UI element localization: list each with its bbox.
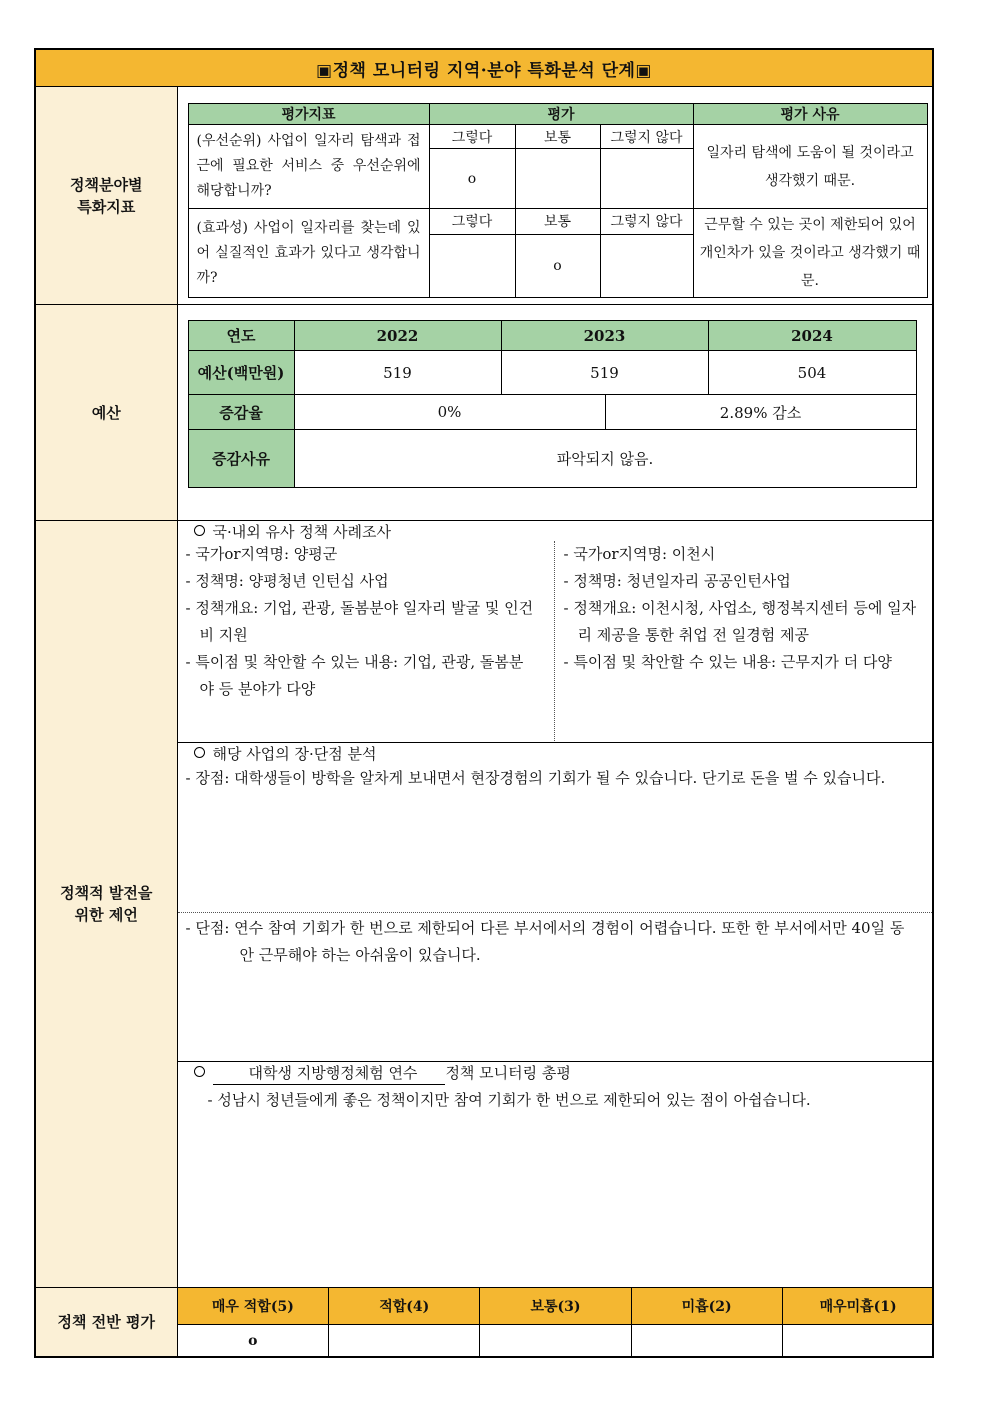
section-label-indicator xyxy=(35,87,177,305)
rating-option: 미흡(2) xyxy=(631,1288,782,1325)
list-item: - 정책개요: 이천시청, 사업소, 행정복지센터 등에 일자리 제공을 통한 취업 전 일경험 제공 xyxy=(563,599,917,644)
eval-mark-cell[interactable] xyxy=(515,149,600,209)
summary-policy-name: 대학생 지방행정체험 연수 xyxy=(213,1062,446,1085)
form-table xyxy=(34,48,934,1358)
circle-bullet-icon xyxy=(194,747,205,758)
rating-option: 매우 적합(5) xyxy=(178,1288,329,1325)
indicator-section xyxy=(177,87,933,305)
case-study-block xyxy=(178,521,933,743)
budget-reason-label: 증감사유 xyxy=(188,430,294,488)
eval-option-yes: 그렇다 xyxy=(429,125,515,149)
rating-option: 매우미흡(1) xyxy=(782,1288,933,1325)
list-item: - 국가or지역명: 이천시 xyxy=(563,545,716,563)
eval-mark-cell[interactable] xyxy=(600,149,693,209)
list-item: - 국가or지역명: 양평군 xyxy=(185,545,338,563)
analysis-block xyxy=(178,743,933,1062)
rating-option: 적합(4) xyxy=(329,1288,480,1325)
rating-mark-cell[interactable] xyxy=(480,1325,631,1357)
circle-bullet-icon xyxy=(194,1066,205,1077)
eval-header-reason: 평가 사유 xyxy=(693,104,927,125)
budget-amount: 504 xyxy=(708,351,916,395)
list-item: - 정책명: 양평청년 인턴십 사업 xyxy=(185,572,389,590)
rating-mark-cell[interactable]: o xyxy=(178,1325,329,1357)
indicator-label: 정책분야별 특화지표 xyxy=(70,175,143,216)
budget-rate: 2.89% 감소 xyxy=(605,395,916,430)
eval-header-indicator: 평가지표 xyxy=(188,104,429,125)
evaluation-table xyxy=(188,103,928,298)
proposal-section xyxy=(177,521,933,1288)
section-label-proposal xyxy=(35,521,177,1288)
eval-mark-cell[interactable]: o xyxy=(515,234,600,297)
list-item: - 특이점 및 착안할 수 있는 내용: 기업, 관광, 돌봄분야 등 분야가 다양 xyxy=(185,653,524,698)
analysis-heading: 해당 사업의 장·단점 분석 xyxy=(178,743,933,765)
eval-reason-2: 근무할 수 있는 곳이 제한되어 있어 개인차가 있을 것이라고 생각했기 때문. xyxy=(693,209,927,298)
eval-option-no: 그렇지 않다 xyxy=(600,209,693,235)
budget-year: 2022 xyxy=(294,321,501,351)
case-list-left xyxy=(178,541,538,703)
overall-section xyxy=(177,1288,933,1358)
rating-mark-cell[interactable] xyxy=(329,1325,480,1357)
eval-option-neutral: 보통 xyxy=(515,125,600,149)
eval-mark-cell[interactable] xyxy=(429,234,515,297)
rating-option: 보통(3) xyxy=(480,1288,631,1325)
analysis-cons: - 단점: 연수 참여 기회가 한 번으로 제한되어 다른 부서에서의 경험이 어렵습니다. 또한 한 부서에서만 40일 동안 근무해야 하는 아쉬움이 있습니다. xyxy=(178,912,933,969)
budget-label: 예산 xyxy=(91,403,121,422)
eval-option-yes: 그렇다 xyxy=(429,209,515,235)
overall-label: 정책 전반 평가 xyxy=(57,1313,155,1331)
summary-block xyxy=(178,1062,933,1287)
eval-option-no: 그렇지 않다 xyxy=(600,125,693,149)
eval-mark-cell[interactable]: o xyxy=(429,149,515,209)
rating-mark-cell[interactable] xyxy=(631,1325,782,1357)
rating-mark-cell[interactable] xyxy=(782,1325,933,1357)
monitoring-form xyxy=(34,48,932,1358)
budget-rate: 0% xyxy=(294,395,605,430)
eval-reason-1: 일자리 탐색에 도움이 될 것이라고 생각했기 때문. xyxy=(693,125,927,209)
summary-text: - 성남시 청년들에게 좋은 정책이지만 참여 기회가 한 번으로 제한되어 있는 점이 아쉽습니다. xyxy=(207,1091,811,1109)
summary-heading: 대학생 지방행정체험 연수 정책 모니터링 총평 xyxy=(178,1062,933,1085)
list-item: - 특이점 및 착안할 수 있는 내용: 근무지가 더 다양 xyxy=(563,653,892,671)
analysis-pros: - 장점: 대학생들이 방학을 알차게 보내면서 현장경험의 기회가 될 수 있습니다. 단기로 돈을 벌 수 있습니다. xyxy=(185,769,886,787)
rating-table xyxy=(178,1288,934,1356)
budget-year: 2024 xyxy=(708,321,916,351)
budget-table xyxy=(188,320,917,488)
section-label-budget xyxy=(35,305,177,521)
budget-amount-label: 예산(백만원) xyxy=(188,351,294,395)
eval-option-neutral: 보통 xyxy=(515,209,600,235)
budget-year: 2023 xyxy=(501,321,708,351)
eval-question-2: (효과성) 사업이 일자리를 찾는데 있어 실질적인 효과가 있다고 생각합니까? xyxy=(188,209,429,298)
eval-header-rating: 평가 xyxy=(429,104,693,125)
eval-mark-cell[interactable] xyxy=(600,234,693,297)
budget-amount: 519 xyxy=(294,351,501,395)
section-label-overall xyxy=(35,1288,177,1358)
case-list-right xyxy=(556,541,928,676)
form-title: ▣정책 모니터링 지역·분야 특화분석 단계▣ xyxy=(35,49,933,87)
budget-reason: 파악되지 않음. xyxy=(294,430,916,488)
proposal-label: 정책적 발전을 위한 제언 xyxy=(60,884,153,924)
eval-question-1: (우선순위) 사업이 일자리 탐색과 접근에 필요한 서비스 중 우선순위에 해당합니까? xyxy=(188,125,429,209)
budget-year-label: 연도 xyxy=(188,321,294,351)
circle-bullet-icon xyxy=(194,525,205,536)
budget-section xyxy=(177,305,933,521)
case-study-heading: 국·내외 유사 정책 사례조사 xyxy=(178,521,933,543)
budget-rate-label: 증감율 xyxy=(188,395,294,430)
budget-amount: 519 xyxy=(501,351,708,395)
list-item: - 정책개요: 기업, 관광, 돌봄분야 일자리 발굴 및 인건비 지원 xyxy=(185,599,534,644)
column-divider xyxy=(554,541,555,741)
list-item: - 정책명: 청년일자리 공공인턴사업 xyxy=(563,572,791,590)
